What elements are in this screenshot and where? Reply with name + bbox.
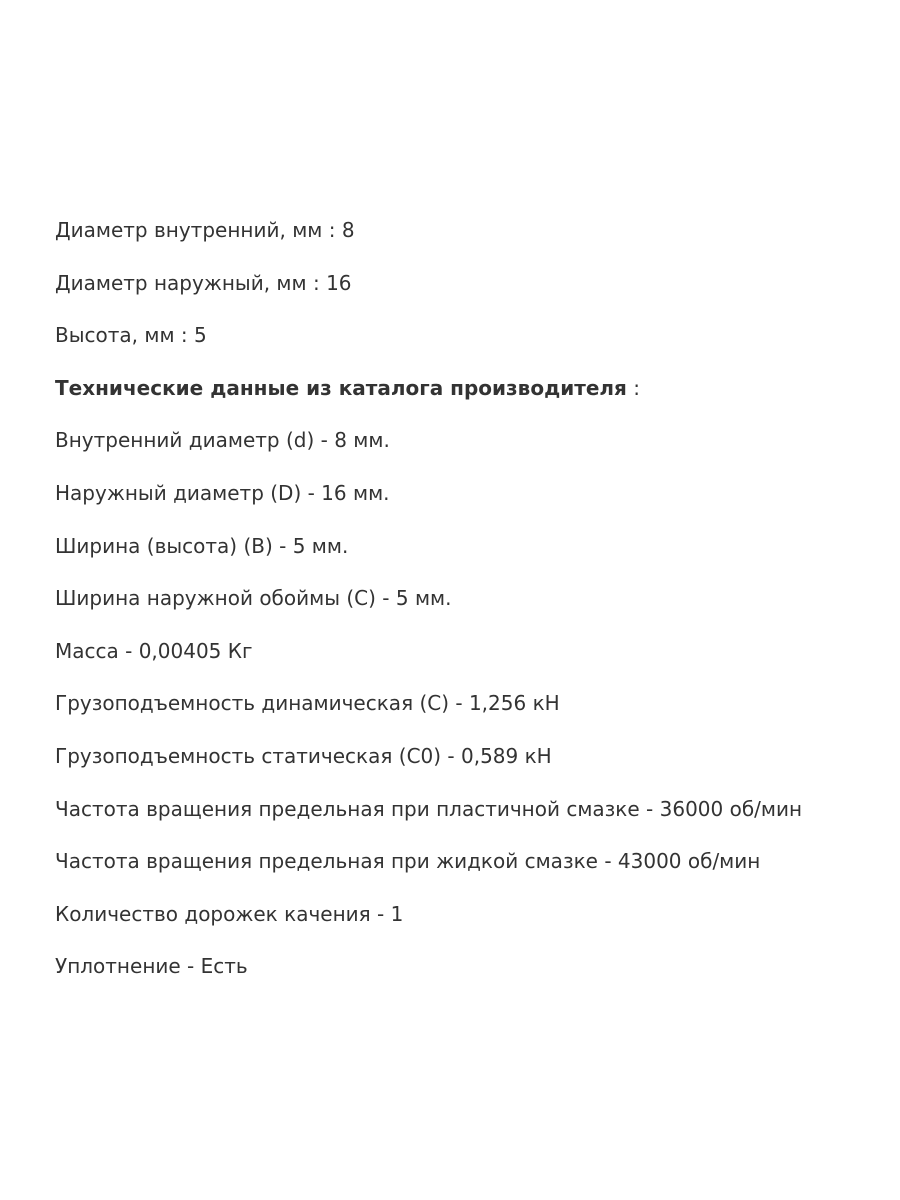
catalog-speed-grease: Частота вращения предельная при пластичной смазке - 36000 об/мин <box>55 796 803 821</box>
catalog-seal: Уплотнение - Есть <box>55 954 248 979</box>
catalog-outer-ring-width: Ширина наружной обоймы (C) - 5 мм. <box>55 586 452 611</box>
catalog-raceway-count: Количество дорожек качения - 1 <box>55 901 404 926</box>
catalog-heading-suffix: : <box>626 375 640 400</box>
spec-outer-diameter: Диаметр наружный, мм : 16 <box>55 270 352 295</box>
catalog-outer-diameter: Наружный диаметр (D) - 16 мм. <box>55 480 390 505</box>
catalog-inner-diameter: Внутренний диаметр (d) - 8 мм. <box>55 428 390 453</box>
catalog-static-load: Грузоподъемность статическая (C0) - 0,589 кН <box>55 743 552 768</box>
catalog-heading-text: Технические данные из каталога производителя <box>55 375 627 400</box>
spec-list <box>55 216 885 1005</box>
catalog-heading <box>55 374 885 402</box>
catalog-speed-oil: Частота вращения предельная при жидкой смазке - 43000 об/мин <box>55 849 761 874</box>
catalog-dynamic-load: Грузоподъемность динамическая (C) - 1,256 кН <box>55 691 560 716</box>
catalog-mass: Масса - 0,00405 Кг <box>55 638 253 663</box>
catalog-width-height: Ширина (высота) (B) - 5 мм. <box>55 533 349 558</box>
spec-inner-diameter: Диаметр внутренний, мм : 8 <box>55 218 355 242</box>
spec-height: Высота, мм : 5 <box>55 323 207 348</box>
